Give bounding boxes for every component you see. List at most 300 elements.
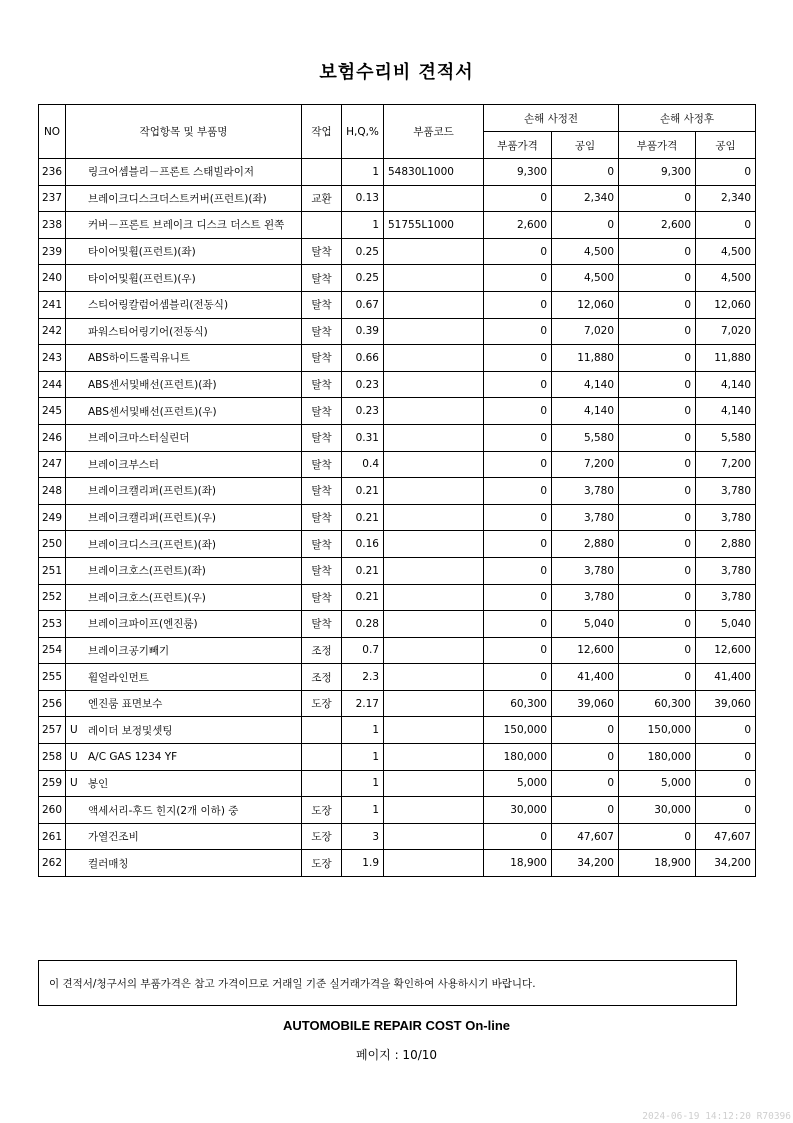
row-work-type: 도장 (302, 797, 342, 824)
table-row (39, 212, 756, 239)
table-row (39, 451, 756, 478)
row-after-parts-price: 0 (619, 318, 696, 345)
row-part-code (384, 664, 484, 691)
row-part-code (384, 823, 484, 850)
header-part-code: 부품코드 (384, 105, 484, 159)
row-part-code (384, 345, 484, 372)
row-no: 254 (39, 637, 66, 664)
row-after-parts-price: 0 (619, 611, 696, 638)
row-item-name (66, 797, 302, 824)
row-before-parts-price: 0 (484, 424, 552, 451)
row-after-parts-price: 0 (619, 238, 696, 265)
row-work-type: 교환 (302, 185, 342, 212)
row-item-text: 브레이크공기빼기 (88, 644, 170, 657)
row-no: 247 (39, 451, 66, 478)
row-work-type: 조정 (302, 637, 342, 664)
table-row (39, 238, 756, 265)
row-hq: 0.16 (342, 531, 384, 558)
row-after-parts-price: 0 (619, 637, 696, 664)
row-no: 238 (39, 212, 66, 239)
table-row (39, 478, 756, 505)
row-after-labor: 7,200 (696, 451, 756, 478)
row-before-labor: 4,500 (552, 238, 619, 265)
print-timestamp: 2024-06-19 14:12:20 R70396 (642, 1111, 791, 1122)
row-item-name (66, 185, 302, 212)
row-after-labor: 47,607 (696, 823, 756, 850)
table-row (39, 850, 756, 877)
row-before-parts-price: 0 (484, 318, 552, 345)
row-item-name (66, 291, 302, 318)
row-after-labor: 12,600 (696, 637, 756, 664)
row-item-text: 엔진룸 표면보수 (88, 698, 163, 711)
row-work-type (302, 159, 342, 186)
row-before-labor: 4,140 (552, 371, 619, 398)
table-row (39, 557, 756, 584)
row-no: 241 (39, 291, 66, 318)
row-work-type (302, 744, 342, 771)
row-no: 245 (39, 398, 66, 425)
row-part-code (384, 637, 484, 664)
row-after-labor: 2,340 (696, 185, 756, 212)
row-before-labor: 0 (552, 797, 619, 824)
row-item-name (66, 371, 302, 398)
row-part-code: 51755L1000 (384, 212, 484, 239)
row-item-name (66, 744, 302, 771)
row-after-parts-price: 5,000 (619, 770, 696, 797)
row-part-code (384, 451, 484, 478)
row-work-type: 탈착 (302, 557, 342, 584)
row-item-text: 브레이크디스크더스트커버(프런트)(좌) (88, 192, 267, 205)
row-after-parts-price: 9,300 (619, 159, 696, 186)
row-before-labor: 0 (552, 159, 619, 186)
row-item-name (66, 717, 302, 744)
header-after-adjustment: 손해 사정후 (619, 105, 756, 132)
row-after-labor: 0 (696, 797, 756, 824)
row-work-type (302, 212, 342, 239)
row-item-name (66, 531, 302, 558)
row-flag: U (70, 724, 78, 737)
row-no: 237 (39, 185, 66, 212)
row-after-labor: 12,060 (696, 291, 756, 318)
row-work-type: 탈착 (302, 451, 342, 478)
row-before-labor: 4,500 (552, 265, 619, 292)
header-before-adjustment: 손해 사정전 (484, 105, 619, 132)
row-item-name (66, 850, 302, 877)
row-no: 250 (39, 531, 66, 558)
row-work-type (302, 717, 342, 744)
header-after-parts-price: 부품가격 (619, 132, 696, 159)
row-part-code (384, 850, 484, 877)
row-before-parts-price: 18,900 (484, 850, 552, 877)
row-part-code (384, 291, 484, 318)
row-item-text: ABS센서및배선(프런트)(좌) (88, 379, 217, 392)
row-before-parts-price: 0 (484, 345, 552, 372)
row-no: 243 (39, 345, 66, 372)
table-header (39, 105, 756, 159)
row-after-labor: 2,880 (696, 531, 756, 558)
table-row (39, 291, 756, 318)
row-before-parts-price: 0 (484, 557, 552, 584)
row-before-parts-price: 0 (484, 531, 552, 558)
table-row (39, 770, 756, 797)
row-work-type: 탈착 (302, 345, 342, 372)
row-item-text: 타이어및휠(프런트)(우) (88, 272, 196, 285)
header-no: NO (39, 105, 66, 159)
row-part-code (384, 504, 484, 531)
row-work-type: 도장 (302, 823, 342, 850)
row-hq: 0.21 (342, 504, 384, 531)
table-row (39, 664, 756, 691)
row-no: 261 (39, 823, 66, 850)
table-row (39, 744, 756, 771)
row-hq: 0.31 (342, 424, 384, 451)
row-after-parts-price: 0 (619, 291, 696, 318)
row-item-text: 브레이크캘리퍼(프런트)(좌) (88, 485, 216, 498)
row-before-parts-price: 30,000 (484, 797, 552, 824)
row-before-parts-price: 180,000 (484, 744, 552, 771)
row-after-labor: 0 (696, 717, 756, 744)
row-after-parts-price: 0 (619, 557, 696, 584)
row-item-name (66, 770, 302, 797)
row-after-labor: 3,780 (696, 504, 756, 531)
row-before-parts-price: 0 (484, 238, 552, 265)
row-hq: 1 (342, 159, 384, 186)
row-part-code (384, 371, 484, 398)
footer-brand: AUTOMOBILE REPAIR COST On-line (282, 1018, 511, 1033)
row-item-text: 휠얼라인먼트 (88, 671, 149, 684)
row-after-parts-price: 0 (619, 531, 696, 558)
row-item-name (66, 424, 302, 451)
row-item-name (66, 664, 302, 691)
row-after-labor: 11,880 (696, 345, 756, 372)
header-hq: H,Q,% (342, 105, 384, 159)
row-item-name (66, 212, 302, 239)
row-no: 251 (39, 557, 66, 584)
row-no: 236 (39, 159, 66, 186)
table-row (39, 797, 756, 824)
row-part-code (384, 424, 484, 451)
row-no: 260 (39, 797, 66, 824)
row-part-code (384, 557, 484, 584)
row-hq: 0.28 (342, 611, 384, 638)
row-no: 258 (39, 744, 66, 771)
row-hq: 0.23 (342, 371, 384, 398)
row-before-parts-price: 0 (484, 611, 552, 638)
header-work: 작업 (302, 105, 342, 159)
estimate-table (38, 104, 756, 877)
row-item-name (66, 637, 302, 664)
row-after-parts-price: 30,000 (619, 797, 696, 824)
row-hq: 2.17 (342, 690, 384, 717)
row-after-parts-price: 18,900 (619, 850, 696, 877)
row-part-code (384, 185, 484, 212)
row-work-type: 탈착 (302, 424, 342, 451)
row-before-parts-price: 0 (484, 371, 552, 398)
row-hq: 0.67 (342, 291, 384, 318)
row-hq: 1 (342, 797, 384, 824)
row-after-parts-price: 0 (619, 664, 696, 691)
row-before-labor: 3,780 (552, 557, 619, 584)
row-before-labor: 12,600 (552, 637, 619, 664)
row-before-parts-price: 0 (484, 478, 552, 505)
row-item-name (66, 318, 302, 345)
row-item-name (66, 478, 302, 505)
row-after-parts-price: 0 (619, 265, 696, 292)
row-before-labor: 12,060 (552, 291, 619, 318)
row-after-labor: 39,060 (696, 690, 756, 717)
row-hq: 0.21 (342, 584, 384, 611)
row-no: 249 (39, 504, 66, 531)
row-item-text: 브레이크부스터 (88, 458, 160, 471)
row-hq: 1 (342, 744, 384, 771)
table-row (39, 318, 756, 345)
table-row (39, 717, 756, 744)
row-before-parts-price: 2,600 (484, 212, 552, 239)
row-part-code (384, 611, 484, 638)
row-no: 256 (39, 690, 66, 717)
row-before-labor: 0 (552, 744, 619, 771)
row-before-labor: 39,060 (552, 690, 619, 717)
header-after-labor: 공임 (696, 132, 756, 159)
row-item-text: 브레이크호스(프런트)(우) (88, 591, 206, 604)
row-after-parts-price: 0 (619, 451, 696, 478)
row-after-labor: 3,780 (696, 478, 756, 505)
row-item-text: A/C GAS 1234 YF (88, 750, 178, 763)
table-row (39, 185, 756, 212)
row-part-code (384, 398, 484, 425)
row-after-labor: 5,040 (696, 611, 756, 638)
row-before-labor: 0 (552, 717, 619, 744)
row-item-name (66, 690, 302, 717)
row-before-parts-price: 9,300 (484, 159, 552, 186)
table-row (39, 159, 756, 186)
row-before-parts-price: 0 (484, 823, 552, 850)
page-number: 페이지 : 10/10 (355, 1048, 438, 1062)
row-work-type: 도장 (302, 850, 342, 877)
row-no: 246 (39, 424, 66, 451)
table-row (39, 531, 756, 558)
document-title: 보험수리비 견적서 (319, 62, 474, 83)
row-before-parts-price: 0 (484, 504, 552, 531)
row-after-parts-price: 0 (619, 478, 696, 505)
row-before-labor: 5,580 (552, 424, 619, 451)
row-hq: 0.21 (342, 478, 384, 505)
row-item-text: 브레이크마스터실린더 (88, 432, 190, 445)
row-item-text: 봉인 (88, 777, 109, 790)
row-part-code: 54830L1000 (384, 159, 484, 186)
row-after-parts-price: 60,300 (619, 690, 696, 717)
row-work-type: 탈착 (302, 318, 342, 345)
table-row (39, 823, 756, 850)
row-hq: 1 (342, 717, 384, 744)
row-before-labor: 0 (552, 770, 619, 797)
row-before-labor: 7,020 (552, 318, 619, 345)
row-after-labor: 4,140 (696, 398, 756, 425)
row-hq: 0.21 (342, 557, 384, 584)
header-before-labor: 공임 (552, 132, 619, 159)
row-item-text: 브레이크파이프(엔진룸) (88, 618, 198, 631)
row-hq: 3 (342, 823, 384, 850)
row-after-labor: 3,780 (696, 584, 756, 611)
row-hq: 0.25 (342, 238, 384, 265)
table-body (39, 159, 756, 877)
row-work-type: 도장 (302, 690, 342, 717)
row-hq: 1 (342, 212, 384, 239)
row-hq: 0.25 (342, 265, 384, 292)
row-item-text: ABS센서및배선(프런트)(우) (88, 405, 217, 418)
table-row (39, 371, 756, 398)
row-before-labor: 2,340 (552, 185, 619, 212)
row-hq: 0.39 (342, 318, 384, 345)
row-after-labor: 0 (696, 770, 756, 797)
row-work-type: 탈착 (302, 584, 342, 611)
table-row (39, 611, 756, 638)
row-item-text: 브레이크캘리퍼(프런트)(우) (88, 512, 216, 525)
row-before-parts-price: 5,000 (484, 770, 552, 797)
row-before-labor: 5,040 (552, 611, 619, 638)
table-row (39, 637, 756, 664)
row-item-text: 링크어셈블리－프론트 스태빌라이저 (88, 166, 254, 179)
row-no: 255 (39, 664, 66, 691)
row-item-name (66, 823, 302, 850)
row-no: 242 (39, 318, 66, 345)
row-item-name (66, 265, 302, 292)
header-item: 작업항목 및 부품명 (66, 105, 302, 159)
row-work-type (302, 770, 342, 797)
row-after-parts-price: 0 (619, 424, 696, 451)
row-after-labor: 4,500 (696, 265, 756, 292)
row-before-labor: 4,140 (552, 398, 619, 425)
row-after-labor: 0 (696, 744, 756, 771)
table-row (39, 265, 756, 292)
row-no: 259 (39, 770, 66, 797)
row-no: 248 (39, 478, 66, 505)
row-hq: 1 (342, 770, 384, 797)
row-part-code (384, 584, 484, 611)
header-before-parts-price: 부품가격 (484, 132, 552, 159)
table-row (39, 398, 756, 425)
row-work-type: 탈착 (302, 611, 342, 638)
row-item-text: 타이어및휠(프런트)(좌) (88, 246, 196, 259)
row-after-labor: 4,140 (696, 371, 756, 398)
row-hq: 0.66 (342, 345, 384, 372)
row-part-code (384, 478, 484, 505)
row-after-labor: 4,500 (696, 238, 756, 265)
row-before-labor: 2,880 (552, 531, 619, 558)
row-after-parts-price: 0 (619, 823, 696, 850)
row-before-labor: 3,780 (552, 478, 619, 505)
row-after-labor: 7,020 (696, 318, 756, 345)
row-work-type: 탈착 (302, 291, 342, 318)
row-hq: 0.7 (342, 637, 384, 664)
row-work-type: 탈착 (302, 371, 342, 398)
row-item-name (66, 451, 302, 478)
row-before-parts-price: 0 (484, 291, 552, 318)
row-after-parts-price: 0 (619, 504, 696, 531)
row-after-labor: 3,780 (696, 557, 756, 584)
row-before-labor: 11,880 (552, 345, 619, 372)
table-row (39, 504, 756, 531)
row-before-parts-price: 0 (484, 637, 552, 664)
row-no: 262 (39, 850, 66, 877)
row-hq: 2.3 (342, 664, 384, 691)
row-after-labor: 0 (696, 212, 756, 239)
row-part-code (384, 690, 484, 717)
row-item-name (66, 238, 302, 265)
row-work-type: 탈착 (302, 398, 342, 425)
row-after-parts-price: 2,600 (619, 212, 696, 239)
row-before-parts-price: 0 (484, 664, 552, 691)
row-before-labor: 7,200 (552, 451, 619, 478)
row-after-labor: 5,580 (696, 424, 756, 451)
table-row (39, 690, 756, 717)
row-before-labor: 47,607 (552, 823, 619, 850)
row-work-type: 탈착 (302, 478, 342, 505)
row-before-labor: 41,400 (552, 664, 619, 691)
row-item-text: 가열건조비 (88, 831, 139, 844)
row-item-text: ABS하이드롤릭유니트 (88, 352, 191, 365)
row-item-text: 브레이크디스크(프런트)(좌) (88, 538, 216, 551)
row-item-text: 파워스티어링기어(전동식) (88, 325, 208, 338)
row-work-type: 탈착 (302, 504, 342, 531)
row-item-text: 컬러매칭 (88, 857, 129, 870)
notice-text: 이 견적서/청구서의 부품가격은 참고 가격이므로 거래일 기준 실거래가격을 확인하여 사용하시기 바랍니다. (49, 977, 536, 990)
row-part-code (384, 238, 484, 265)
row-flag: U (70, 750, 78, 763)
row-part-code (384, 265, 484, 292)
row-after-parts-price: 150,000 (619, 717, 696, 744)
row-before-parts-price: 0 (484, 265, 552, 292)
row-before-parts-price: 0 (484, 451, 552, 478)
row-part-code (384, 744, 484, 771)
row-item-text: 액세서리-후드 힌지(2개 이하) 중 (88, 804, 239, 817)
row-before-parts-price: 150,000 (484, 717, 552, 744)
row-item-name (66, 159, 302, 186)
row-part-code (384, 797, 484, 824)
table-row (39, 424, 756, 451)
row-work-type: 조정 (302, 664, 342, 691)
row-no: 244 (39, 371, 66, 398)
row-after-labor: 0 (696, 159, 756, 186)
row-item-text: 스티어링칼럼어셈블리(전동식) (88, 299, 229, 312)
notice-box (38, 960, 737, 1006)
row-no: 239 (39, 238, 66, 265)
row-before-labor: 34,200 (552, 850, 619, 877)
row-part-code (384, 531, 484, 558)
row-part-code (384, 318, 484, 345)
row-item-name (66, 611, 302, 638)
row-after-parts-price: 0 (619, 185, 696, 212)
row-before-parts-price: 0 (484, 398, 552, 425)
row-before-parts-price: 60,300 (484, 690, 552, 717)
row-work-type: 탈착 (302, 531, 342, 558)
table-row (39, 584, 756, 611)
row-no: 252 (39, 584, 66, 611)
row-after-parts-price: 0 (619, 371, 696, 398)
row-work-type: 탈착 (302, 265, 342, 292)
row-part-code (384, 770, 484, 797)
row-item-name (66, 345, 302, 372)
row-after-parts-price: 0 (619, 584, 696, 611)
row-after-labor: 34,200 (696, 850, 756, 877)
row-after-parts-price: 180,000 (619, 744, 696, 771)
row-hq: 0.13 (342, 185, 384, 212)
row-no: 240 (39, 265, 66, 292)
row-before-labor: 0 (552, 212, 619, 239)
row-before-parts-price: 0 (484, 584, 552, 611)
row-after-labor: 41,400 (696, 664, 756, 691)
table-row (39, 345, 756, 372)
